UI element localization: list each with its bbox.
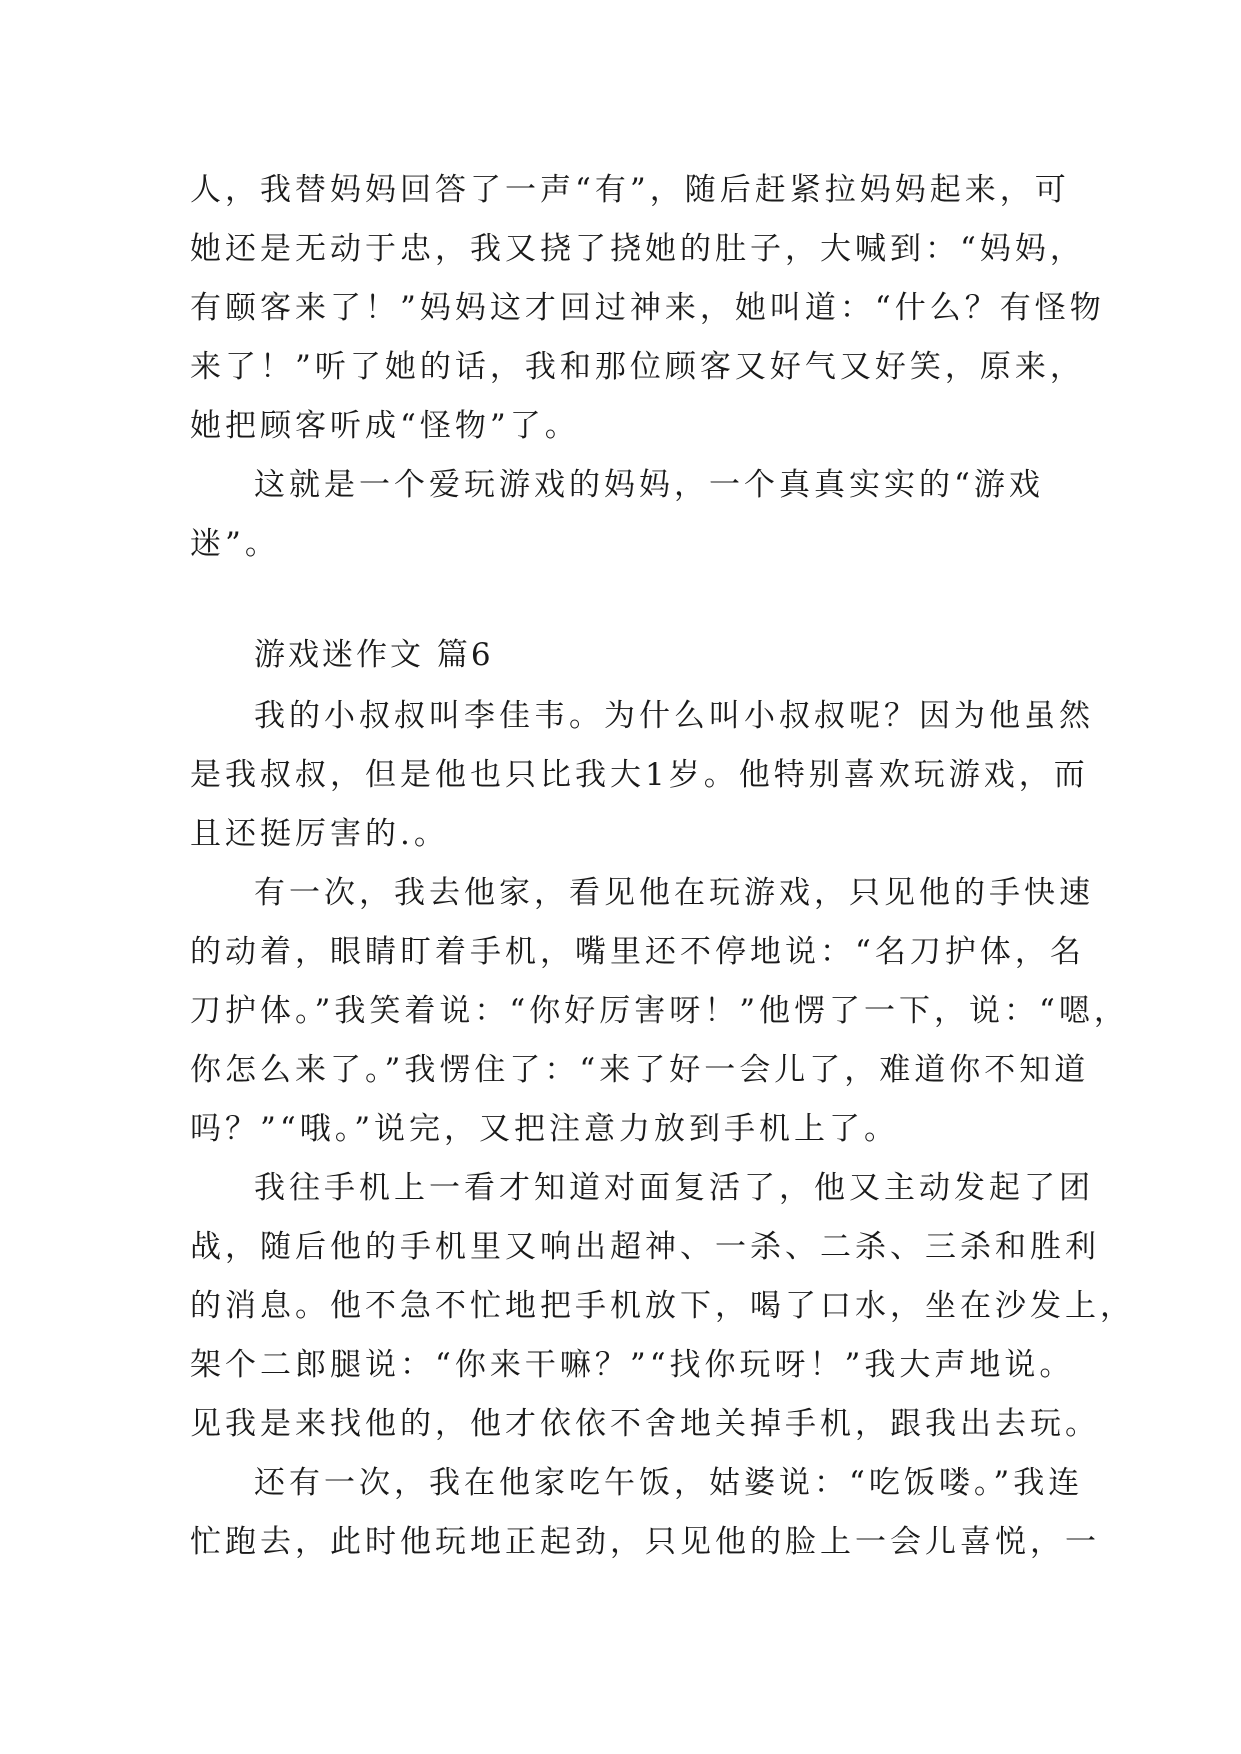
text-line: 是我叔叔，但是他也只比我大1岁。他特别喜欢玩游戏，而 — [190, 757, 1089, 793]
text-line: 忙跑去，此时他玩地正起劲，只见他的脸上一会儿喜悦，一 — [190, 1524, 1100, 1560]
text-line: 的动着，眼睛盯着手机，嘴里还不停地说：“名刀护体，名 — [190, 934, 1085, 970]
text-line: 见我是来找他的，他才依依不舍地关掉手机，跟我出去玩。 — [190, 1406, 1100, 1442]
text-line: 战，随后他的手机里又响出超神、一杀、二杀、三杀和胜利 — [190, 1229, 1100, 1265]
text-line: 她把顾客听成“怪物”了。 — [190, 408, 580, 444]
text-line: 她还是无动于忠，我又挠了挠她的肚子，大喊到：“妈妈， — [190, 231, 1085, 267]
text-line: 我往手机上一看才知道对面复活了，他又主动发起了团 — [254, 1170, 1094, 1206]
text-line: 来了！”听了她的话，我和那位顾客又好气又好笑，原来， — [190, 349, 1085, 385]
text-line: 你怎么来了。”我愣住了：“来了好一会儿了，难道你不知道 — [190, 1052, 1090, 1088]
text-line: 有颐客来了！”妈妈这才回过神来，她叫道：“什么？有怪物 — [190, 290, 1105, 326]
text-line: 迷”。 — [190, 526, 280, 562]
text-line: 有一次，我去他家，看见他在玩游戏，只见他的手快速 — [254, 875, 1094, 911]
text-line: 人，我替妈妈回答了一声“有”，随后赶紧拉妈妈起来，可 — [190, 172, 1070, 208]
text-line: 刀护体。”我笑着说：“你好厉害呀！”他愣了一下，说：“嗯， — [190, 993, 1129, 1029]
section-heading: 游戏迷作文 篇6 — [254, 637, 494, 673]
text-line: 吗？”“哦。”说完，又把注意力放到手机上了。 — [190, 1111, 900, 1147]
text-line: 架个二郎腿说：“你来干嘛？”“找你玩呀！”我大声地说。 — [190, 1347, 1075, 1383]
text-line: 我的小叔叔叫李佳韦。为什么叫小叔叔呢？因为他虽然 — [254, 698, 1094, 734]
text-line: 这就是一个爱玩游戏的妈妈，一个真真实实的“游戏 — [254, 467, 1044, 503]
text-line: 且还挺厉害的.。 — [190, 816, 449, 852]
text-line: 的消息。他不急不忙地把手机放下，喝了口水，坐在沙发上， — [190, 1288, 1135, 1324]
text-line: 还有一次，我在他家吃午饭，姑婆说：“吃饭喽。”我连 — [254, 1465, 1084, 1501]
